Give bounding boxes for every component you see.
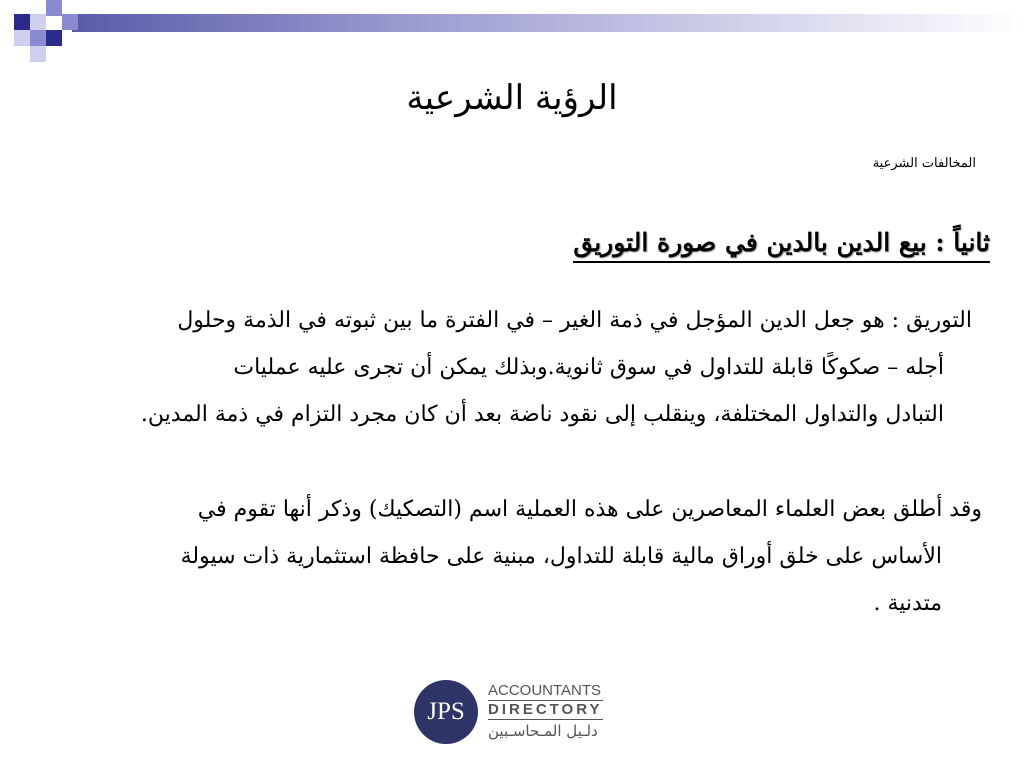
decor-square: [30, 30, 46, 46]
decor-square: [14, 30, 30, 46]
paragraph-line: أجله – صكوكًا قابلة للتداول في سوق ثانوية.وبذلك يمكن أن تجرى عليه عمليات: [233, 355, 944, 380]
logo-monogram: JPS: [414, 680, 478, 744]
top-decoration: [0, 0, 1024, 64]
paragraph-line: التوريق : هو جعل الدين المؤجل في ذمة الغير – في الفترة ما بين ثبوته في الذمة وحلول: [177, 308, 972, 333]
paragraph-line: متدنية .: [873, 591, 942, 616]
paragraph-line: التبادل والتداول المختلفة، وينقلب إلى نقود ناضة بعد أن كان مجرد التزام في ذمة المدين.: [140, 402, 944, 427]
paragraph-line: وقد أطلق بعض العلماء المعاصرين على هذه العملية اسم (التصكيك) وذكر أنها تقوم في: [197, 497, 982, 522]
slide-title: الرؤية الشرعية: [406, 78, 618, 118]
paragraph-line: الأساس على خلق أوراق مالية قابلة للتداول، مبنية على حافظة استثمارية ذات سيولة: [180, 544, 942, 569]
header-gradient-bar: [72, 14, 1024, 32]
paragraph-definition: [52, 297, 972, 438]
slide-subtitle: المخالفات الشرعية: [872, 156, 976, 171]
decor-square: [46, 30, 62, 46]
jps-logo: [414, 680, 638, 746]
decor-square: [30, 46, 46, 62]
section-heading: ثانياً : بيع الدين بالدين في صورة التوريق: [573, 228, 990, 263]
logo-text-directory: DIRECTORY: [488, 701, 603, 718]
decor-square: [62, 14, 78, 30]
decor-square: [30, 14, 46, 30]
paragraph-tasqeek: [42, 486, 982, 627]
logo-text-arabic: دلـيل المـحاسـبين: [488, 722, 598, 740]
decor-square: [46, 0, 62, 16]
decor-square: [14, 14, 30, 30]
logo-text-accountants: ACCOUNTANTS: [488, 682, 602, 699]
